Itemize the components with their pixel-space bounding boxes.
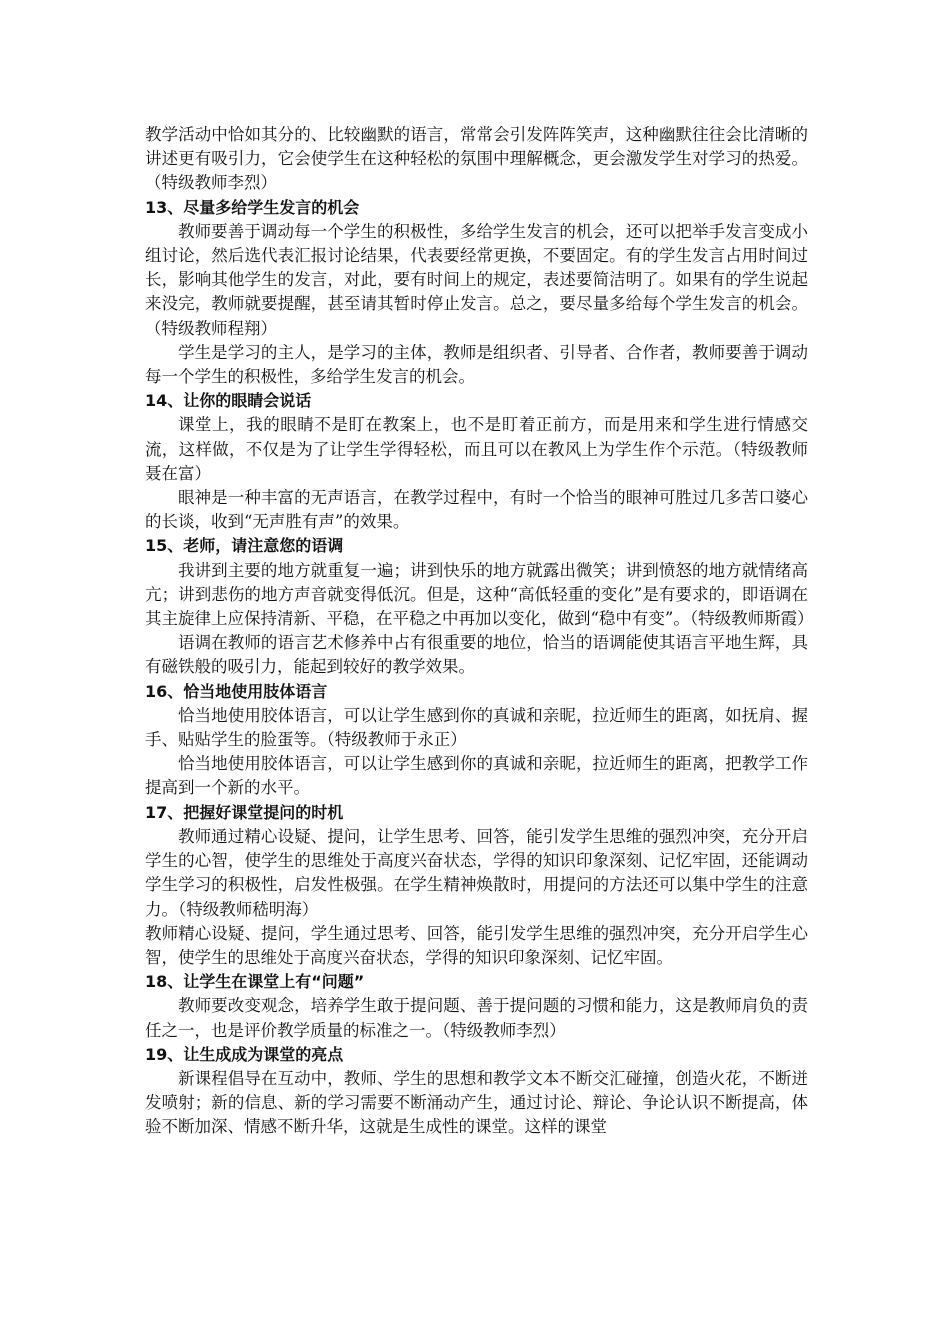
paragraph-13-summary: 学生是学习的主人，是学习的主体，教师是组织者、引导者、合作者，教师要善于调动每一个学生的积极性，多给学生发言的机会。 [145, 342, 808, 387]
paragraph-16-summary: 恰当地使用胶体语言，可以让学生感到你的真诚和亲昵，拉近师生的距离，把教学工作提高到一个新的水平。 [145, 754, 808, 798]
paragraph-15-quote: 我讲到主要的地方就重复一遍；讲到快乐的地方就露出微笑；讲到愤怒的地方就情绪高亢；讲到悲伤的地方声音就变得低沉。但是，这种“高低轻重的变化”是有要求的，即语调在其主旋律上应保持清新、平稳，在平稳之中再加以变化，做到“稳中有变”。（特级教师斯霞） [145, 560, 814, 629]
paragraph-19-quote: 新课程倡导在互动中，教师、学生的思想和教学文本不断交汇碰撞，创造火花，不断迸发喷射；新的信息、新的学习需要不断涌动产生，通过讨论、辩论、争论认识不断提高，体验不断加深、情感不断升华，这就是生成性的课堂。这样的课堂 [145, 1068, 808, 1137]
section-heading-18: 18、让学生在课堂上有“问题” [145, 972, 365, 992]
section-heading-15: 15、老师，请注意您的语调 [145, 536, 344, 556]
paragraph-17-summary: 教师精心设疑、提问，学生通过思考、回答，能引发学生思维的强烈冲突，充分开启学生心智，使学生的思维处于高度兴奋状态，学得的知识印象深刻、记忆牢固。 [145, 923, 808, 967]
paragraph-18-quote: 教师要改变观念，培养学生敢于提问题、善于提问题的习惯和能力，这是教师肩负的责任之一，也是评价教学质量的标准之一。（特级教师李烈） [145, 996, 808, 1040]
paragraph-humor: 教学活动中恰如其分的、比较幽默的语言，常常会引发阵阵笑声，这种幽默往往会比清晰的讲述更有吸引力，它会使学生在这种轻松的氛围中理解概念，更会激发学生对学习的热爱。（特级教师李烈） [145, 125, 808, 193]
paragraph-14-summary: 眼神是一种丰富的无声语言，在教学过程中，有时一个恰当的眼神可胜过几多苦口婆心的长谈，收到“无声胜有声”的效果。 [145, 488, 808, 532]
section-heading-19: 19、让生成成为课堂的亮点 [145, 1044, 344, 1064]
section-heading-13: 13、尽量多给学生发言的机会 [145, 197, 360, 217]
document-page [145, 123, 814, 1140]
paragraph-15-summary: 语调在教师的语言艺术修养中占有很重要的地位，恰当的语调能使其语言平地生辉，具有磁铁般的吸引力，能起到较好的教学效果。 [145, 633, 808, 677]
paragraph-13-quote: 教师要善于调动每一个学生的积极性，多给学生发言的机会，还可以把举手发言变成小组讨论，然后选代表汇报讨论结果，代表要经常更换，不要固定。有的学生发言占用时间过长，影响其他学生的发言，对此，要有时间上的规定，表述要简洁明了。如果有的学生说起来没完，教师就要提醒，甚至请其暂时停止发言。总之，要尽量多给每个学生发言的机会。（特级教师程翔） [145, 221, 808, 338]
paragraph-16-quote: 恰当地使用胶体语言，可以让学生感到你的真诚和亲昵，拉近师生的距离，如抚肩、握手、贴贴学生的脸蛋等。（特级教师于永正） [145, 705, 808, 750]
section-heading-16: 16、恰当地使用肢体语言 [145, 681, 328, 701]
section-heading-14: 14、让你的眼睛会说话 [145, 391, 312, 411]
paragraph-17-quote: 教师通过精心设疑、提问，让学生思考、回答，能引发学生思维的强烈冲突，充分开启学生的心智，使学生的思维处于高度兴奋状态，学得的知识印象深刻、记忆牢固，还能调动学生学习的积极性，启发性极强。在学生精神焕散时，用提问的方法还可以集中学生的注意力。（特级教师嵇明海） [145, 826, 808, 919]
section-heading-17: 17、把握好课堂提问的时机 [145, 802, 344, 822]
paragraph-14-quote: 课堂上，我的眼睛不是盯在教案上，也不是盯着正前方，而是用来和学生进行情感交流，这样做，不仅是为了让学生学得轻松，而且可以在教风上为学生作个示范。（特级教师聂在富） [145, 415, 808, 483]
